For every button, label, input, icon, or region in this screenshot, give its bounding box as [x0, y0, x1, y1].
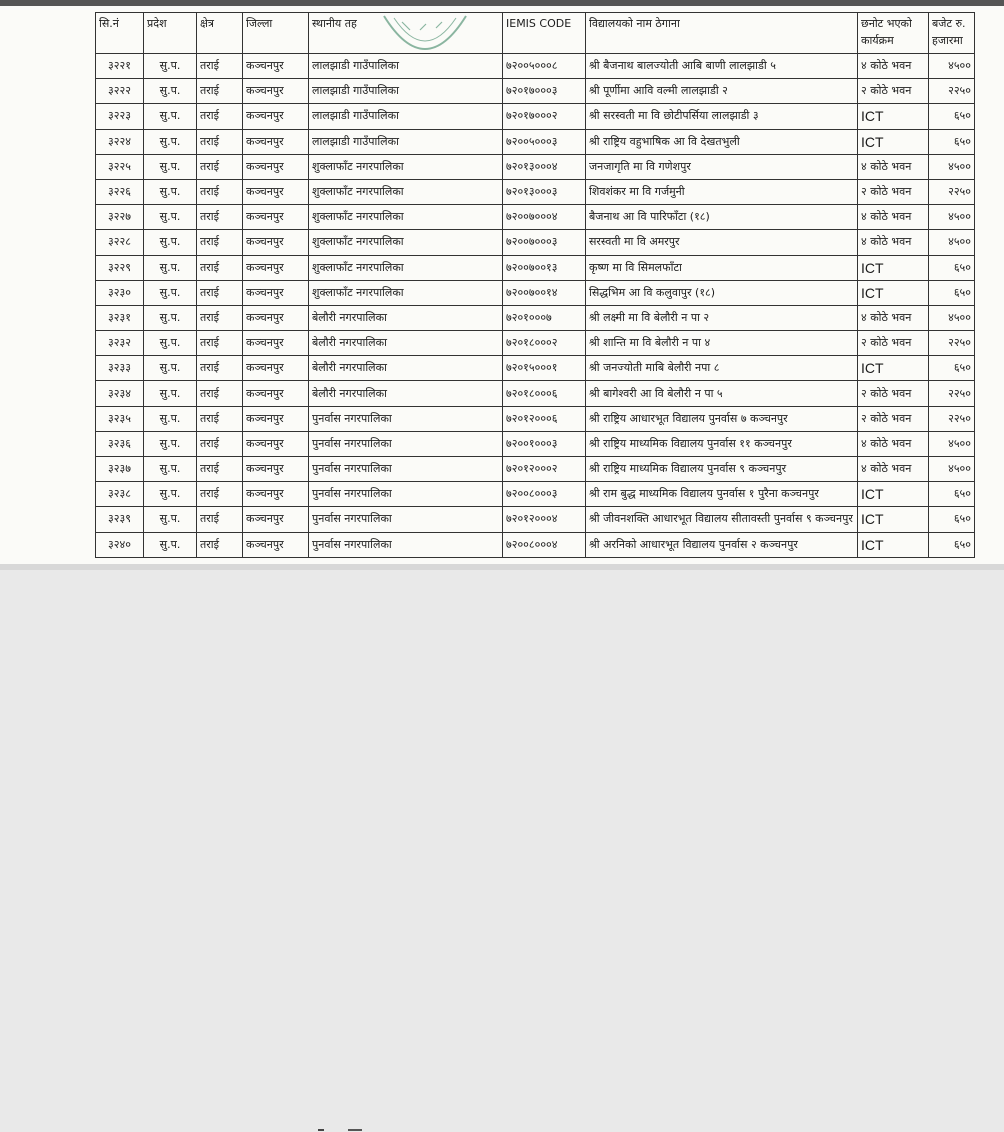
table-row	[96, 532, 975, 557]
table-row	[96, 54, 975, 79]
cell-sn: ३२२४	[96, 129, 144, 154]
cell-sthaniya: पुनर्वास नगरपालिका	[309, 457, 503, 482]
cell-program: ४ कोठे भवन	[858, 457, 929, 482]
cell-sn: ३२२९	[96, 255, 144, 280]
cell-iemis: ७२००८०००३	[503, 482, 586, 507]
header-row	[96, 13, 975, 54]
cell-iemis: ७२०१८०००२	[503, 331, 586, 356]
table-row	[96, 331, 975, 356]
table-row	[96, 381, 975, 406]
cell-jilla: कञ्चनपुर	[243, 356, 309, 381]
cell-jilla: कञ्चनपुर	[243, 129, 309, 154]
cell-kshetra: तराई	[197, 431, 243, 456]
cell-program: ICT	[858, 482, 929, 507]
cell-school: श्री सरस्वती मा वि छोटीपर्सिया लालझाडी ३	[586, 104, 858, 129]
cell-kshetra: तराई	[197, 381, 243, 406]
cell-sthaniya: लालझाडी गाउँपालिका	[309, 79, 503, 104]
cell-budget: ६५०	[929, 482, 975, 507]
cell-school: श्री लक्ष्मी मा वि बेलौरी न पा २	[586, 305, 858, 330]
cell-pradesh: सु.प.	[144, 79, 197, 104]
cell-kshetra: तराई	[197, 79, 243, 104]
header-school: विद्यालयको नाम ठेगाना	[586, 13, 858, 54]
cell-pradesh: सु.प.	[144, 54, 197, 79]
cell-sthaniya: बेलौरी नगरपालिका	[309, 331, 503, 356]
cell-pradesh: सु.प.	[144, 381, 197, 406]
cell-iemis: ७२०१२०००२	[503, 457, 586, 482]
cell-program: २ कोठे भवन	[858, 179, 929, 204]
cell-program: ४ कोठे भवन	[858, 431, 929, 456]
cell-sthaniya: बेलौरी नगरपालिका	[309, 381, 503, 406]
cell-school: श्री राष्ट्रिय माध्यमिक विद्यालय पुनर्वास ९ कञ्चनपुर	[586, 457, 858, 482]
table-row	[96, 104, 975, 129]
header-iemis: IEMIS CODE	[503, 13, 586, 54]
cell-jilla: कञ्चनपुर	[243, 431, 309, 456]
table-row	[96, 129, 975, 154]
cell-iemis: ७२०१२०००४	[503, 507, 586, 532]
cell-iemis: ७२००७००१३	[503, 255, 586, 280]
cell-iemis: ७२०१३०००४	[503, 154, 586, 179]
cell-jilla: कञ्चनपुर	[243, 507, 309, 532]
cell-school: सिद्धभिम आ वि कलुवापुर (१८)	[586, 280, 858, 305]
cell-budget: ४५००	[929, 154, 975, 179]
table-row	[96, 179, 975, 204]
cell-jilla: कञ्चनपुर	[243, 205, 309, 230]
cell-sthaniya: शुक्लाफाँट नगरपालिका	[309, 230, 503, 255]
cell-kshetra: तराई	[197, 230, 243, 255]
cell-jilla: कञ्चनपुर	[243, 154, 309, 179]
cell-sn: ३२२७	[96, 205, 144, 230]
cell-sthaniya: पुनर्वास नगरपालिका	[309, 532, 503, 557]
table-row	[96, 482, 975, 507]
header-budget: बजेट रु. हजारमा	[929, 13, 975, 54]
cell-sthaniya: बेलौरी नगरपालिका	[309, 305, 503, 330]
cell-program: ICT	[858, 280, 929, 305]
cell-kshetra: तराई	[197, 129, 243, 154]
cell-kshetra: तराई	[197, 154, 243, 179]
cell-budget: ६५०	[929, 507, 975, 532]
cell-kshetra: तराई	[197, 406, 243, 431]
cell-kshetra: तराई	[197, 205, 243, 230]
cell-pradesh: सु.प.	[144, 457, 197, 482]
cell-jilla: कञ्चनपुर	[243, 255, 309, 280]
cell-sthaniya: लालझाडी गाउँपालिका	[309, 129, 503, 154]
cell-iemis: ७२००५०००८	[503, 54, 586, 79]
cell-sn: ३२३७	[96, 457, 144, 482]
table-row	[96, 457, 975, 482]
cell-sthaniya: लालझाडी गाउँपालिका	[309, 54, 503, 79]
cell-pradesh: सु.प.	[144, 154, 197, 179]
cell-sthaniya: पुनर्वास नगरपालिका	[309, 482, 503, 507]
cell-pradesh: सु.प.	[144, 104, 197, 129]
cell-sn: ३२४०	[96, 532, 144, 557]
cell-sthaniya: शुक्लाफाँट नगरपालिका	[309, 280, 503, 305]
cell-budget: ६५०	[929, 280, 975, 305]
cell-school: श्री बैजनाथ बालज्योती आबि बाणी लालझाडी ५	[586, 54, 858, 79]
cell-pradesh: सु.प.	[144, 255, 197, 280]
cell-iemis: ७२०१०००७	[503, 305, 586, 330]
cell-pradesh: सु.प.	[144, 331, 197, 356]
cell-sn: ३२३६	[96, 431, 144, 456]
cell-program: २ कोठे भवन	[858, 406, 929, 431]
cell-kshetra: तराई	[197, 280, 243, 305]
cell-sthaniya: शुक्लाफाँट नगरपालिका	[309, 255, 503, 280]
cell-school: श्री राष्ट्रिय माध्यमिक विद्यालय पुनर्वास ११ कञ्चनपुर	[586, 431, 858, 456]
cell-pradesh: सु.प.	[144, 482, 197, 507]
document-sheet	[0, 6, 1004, 564]
cell-sthaniya: पुनर्वास नगरपालिका	[309, 406, 503, 431]
table-row	[96, 280, 975, 305]
cell-school: श्री अरनिको आधारभूत विद्यालय पुनर्वास २ कञ्चनपुर	[586, 532, 858, 557]
table-row	[96, 507, 975, 532]
cell-pradesh: सु.प.	[144, 532, 197, 557]
cell-jilla: कञ्चनपुर	[243, 54, 309, 79]
cell-sn: ३२३९	[96, 507, 144, 532]
school-budget-table	[95, 12, 975, 558]
cell-program: ICT	[858, 104, 929, 129]
cell-sn: ३२३२	[96, 331, 144, 356]
cell-budget: ४५००	[929, 54, 975, 79]
table-row	[96, 255, 975, 280]
cell-budget: २२५०	[929, 79, 975, 104]
header-sn: सि.नं	[96, 13, 144, 54]
cell-school: श्री पूर्णीमा आवि वल्मी लालझाडी २	[586, 79, 858, 104]
cell-sn: ३२३१	[96, 305, 144, 330]
cell-budget: ६५०	[929, 104, 975, 129]
cell-program: २ कोठे भवन	[858, 79, 929, 104]
cell-sn: ३२३३	[96, 356, 144, 381]
cell-kshetra: तराई	[197, 482, 243, 507]
cell-school: श्री जनज्योती माबि बेलौरी नपा ८	[586, 356, 858, 381]
cell-pradesh: सु.प.	[144, 406, 197, 431]
cell-budget: ६५०	[929, 129, 975, 154]
cell-iemis: ७२०१३०००३	[503, 179, 586, 204]
cell-sn: ३२३०	[96, 280, 144, 305]
cell-pradesh: सु.प.	[144, 205, 197, 230]
header-pradesh: प्रदेश	[144, 13, 197, 54]
cell-program: ४ कोठे भवन	[858, 154, 929, 179]
cell-iemis: ७२००७०००३	[503, 230, 586, 255]
cell-program: ICT	[858, 532, 929, 557]
cell-sn: ३२२२	[96, 79, 144, 104]
cell-sthaniya: शुक्लाफाँट नगरपालिका	[309, 205, 503, 230]
cell-program: ४ कोठे भवन	[858, 54, 929, 79]
cell-iemis: ७२०१७०००२	[503, 104, 586, 129]
table-row	[96, 230, 975, 255]
cell-school: कृष्ण मा वि सिमलफाँटा	[586, 255, 858, 280]
cell-jilla: कञ्चनपुर	[243, 104, 309, 129]
cell-budget: ६५०	[929, 356, 975, 381]
cell-budget: २२५०	[929, 381, 975, 406]
cell-budget: २२५०	[929, 179, 975, 204]
cell-budget: ४५००	[929, 305, 975, 330]
cell-pradesh: सु.प.	[144, 507, 197, 532]
bottom-edge	[0, 564, 1004, 570]
cell-kshetra: तराई	[197, 331, 243, 356]
cell-pradesh: सु.प.	[144, 305, 197, 330]
cell-program: ४ कोठे भवन	[858, 205, 929, 230]
cell-pradesh: सु.प.	[144, 356, 197, 381]
cell-sn: ३२३५	[96, 406, 144, 431]
cell-sthaniya: शुक्लाफाँट नगरपालिका	[309, 179, 503, 204]
cell-jilla: कञ्चनपुर	[243, 457, 309, 482]
cell-kshetra: तराई	[197, 507, 243, 532]
cell-program: २ कोठे भवन	[858, 381, 929, 406]
cell-pradesh: सु.प.	[144, 280, 197, 305]
cell-kshetra: तराई	[197, 54, 243, 79]
cell-jilla: कञ्चनपुर	[243, 280, 309, 305]
cell-sthaniya: पुनर्वास नगरपालिका	[309, 431, 503, 456]
cell-program: ४ कोठे भवन	[858, 305, 929, 330]
cell-sn: ३२२८	[96, 230, 144, 255]
cell-budget: ४५००	[929, 431, 975, 456]
cell-budget: २२५०	[929, 331, 975, 356]
cell-pradesh: सु.प.	[144, 179, 197, 204]
cell-sn: ३२३८	[96, 482, 144, 507]
cell-pradesh: सु.प.	[144, 129, 197, 154]
cell-iemis: ७२००५०००३	[503, 129, 586, 154]
cell-iemis: ७२०१७०००३	[503, 79, 586, 104]
cell-iemis: ७२००१०००३	[503, 431, 586, 456]
table-row	[96, 431, 975, 456]
cell-sthaniya: शुक्लाफाँट नगरपालिका	[309, 154, 503, 179]
cell-budget: ४५००	[929, 457, 975, 482]
cell-kshetra: तराई	[197, 305, 243, 330]
cell-school: श्री शान्ति मा वि बेलौरी न पा ४	[586, 331, 858, 356]
cell-program: ICT	[858, 507, 929, 532]
cell-jilla: कञ्चनपुर	[243, 305, 309, 330]
cell-sthaniya: बेलौरी नगरपालिका	[309, 356, 503, 381]
cell-kshetra: तराई	[197, 457, 243, 482]
cell-budget: ४५००	[929, 230, 975, 255]
cell-sthaniya: पुनर्वास नगरपालिका	[309, 507, 503, 532]
cell-kshetra: तराई	[197, 356, 243, 381]
cell-pradesh: सु.प.	[144, 431, 197, 456]
cell-iemis: ७२००८०००४	[503, 532, 586, 557]
cell-jilla: कञ्चनपुर	[243, 381, 309, 406]
cell-school: श्री राष्ट्रिय आधारभूत विद्यालय पुनर्वास ७ कञ्चनपुर	[586, 406, 858, 431]
table-row	[96, 154, 975, 179]
cell-school: श्री राष्ट्रिय वहुभाषिक आ वि देखतभुली	[586, 129, 858, 154]
header-jilla: जिल्ला	[243, 13, 309, 54]
cell-sthaniya: लालझाडी गाउँपालिका	[309, 104, 503, 129]
table-row	[96, 305, 975, 330]
cell-school: शिवशंकर मा वि गर्जमुनी	[586, 179, 858, 204]
cell-jilla: कञ्चनपुर	[243, 230, 309, 255]
table-row	[96, 356, 975, 381]
cell-iemis: ७२००७००१४	[503, 280, 586, 305]
cell-budget: २२५०	[929, 406, 975, 431]
cell-jilla: कञ्चनपुर	[243, 179, 309, 204]
cell-program: ICT	[858, 129, 929, 154]
table-row	[96, 406, 975, 431]
cell-jilla: कञ्चनपुर	[243, 331, 309, 356]
cell-school: बैजनाथ आ वि पारिफाँटा (१८)	[586, 205, 858, 230]
cell-jilla: कञ्चनपुर	[243, 482, 309, 507]
cell-kshetra: तराई	[197, 104, 243, 129]
header-program: छनोट भएको कार्यक्रम	[858, 13, 929, 54]
cell-budget: ६५०	[929, 532, 975, 557]
cell-kshetra: तराई	[197, 532, 243, 557]
cell-school: श्री राम बुद्ध माध्यमिक विद्यालय पुनर्वास १ पुरैना कञ्चनपुर	[586, 482, 858, 507]
cell-program: ICT	[858, 356, 929, 381]
cell-iemis: ७२०१५०००१	[503, 356, 586, 381]
cell-kshetra: तराई	[197, 179, 243, 204]
cell-program: ICT	[858, 255, 929, 280]
cell-iemis: ७२०१२०००६	[503, 406, 586, 431]
cell-sn: ३२२१	[96, 54, 144, 79]
cell-budget: ४५००	[929, 205, 975, 230]
cell-sn: ३२३४	[96, 381, 144, 406]
cell-program: ४ कोठे भवन	[858, 230, 929, 255]
cell-school: जनजागृति मा वि गणेशपुर	[586, 154, 858, 179]
cell-sn: ३२२६	[96, 179, 144, 204]
cell-budget: ६५०	[929, 255, 975, 280]
cell-jilla: कञ्चनपुर	[243, 406, 309, 431]
cell-jilla: कञ्चनपुर	[243, 79, 309, 104]
cell-school: श्री बागेश्वरी आ वि बेलौरी न पा ५	[586, 381, 858, 406]
cell-school: श्री जीवनशक्ति आधारभूत विद्यालय सीतावस्ती पुनर्वास ९ कञ्चनपुर	[586, 507, 858, 532]
cell-program: २ कोठे भवन	[858, 331, 929, 356]
cell-pradesh: सु.प.	[144, 230, 197, 255]
cell-iemis: ७२०१८०००६	[503, 381, 586, 406]
cell-kshetra: तराई	[197, 255, 243, 280]
cell-school: सरस्वती मा वि अमरपुर	[586, 230, 858, 255]
header-sthaniya: स्थानीय तह	[309, 13, 503, 54]
cell-iemis: ७२००७०००४	[503, 205, 586, 230]
cell-sn: ३२२५	[96, 154, 144, 179]
table-row	[96, 79, 975, 104]
table-row	[96, 205, 975, 230]
cell-jilla: कञ्चनपुर	[243, 532, 309, 557]
cell-sn: ३२२३	[96, 104, 144, 129]
header-kshetra: क्षेत्र	[197, 13, 243, 54]
